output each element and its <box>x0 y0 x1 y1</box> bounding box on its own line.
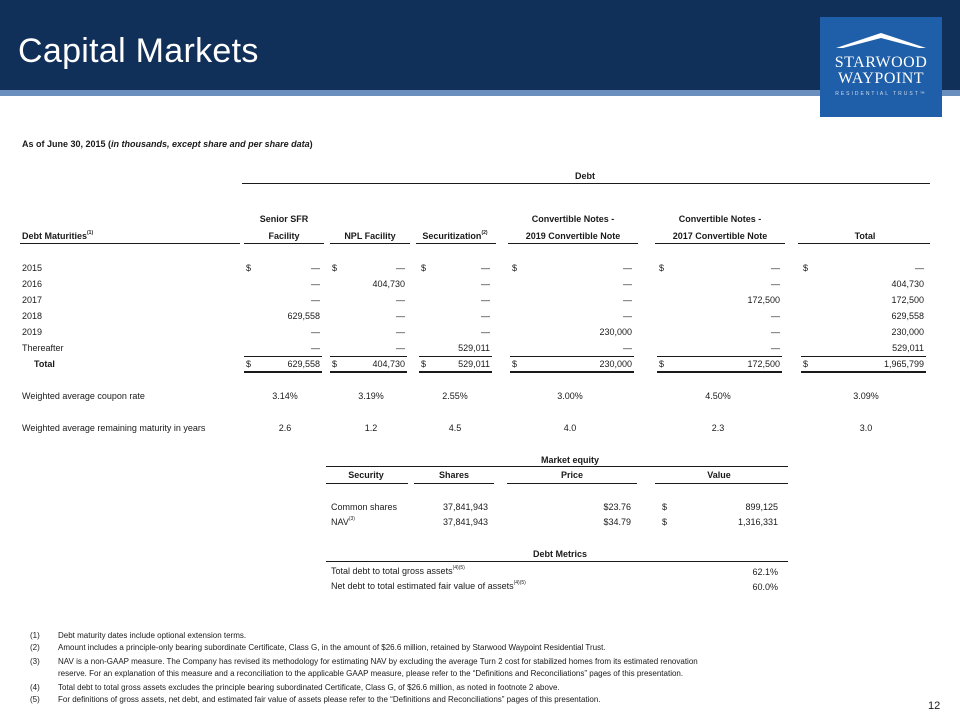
debt-metric-row-label: Weighted average remaining maturity in years <box>22 423 206 433</box>
currency-symbol: $ <box>512 263 518 273</box>
debt-cell: — <box>481 327 490 337</box>
col-2017-note-line2: 2017 Convertible Note <box>672 231 768 241</box>
currency-symbol: $ <box>803 359 809 369</box>
debt-cell: — <box>311 327 320 337</box>
debt-cell: — <box>311 279 320 289</box>
col-2019-note-line2: 2019 Convertible Note <box>525 231 621 241</box>
debt-cell: — <box>771 327 780 337</box>
metric-value: 62.1% <box>752 567 778 577</box>
me-row-price: $34.79 <box>603 517 631 527</box>
debt-cell: — <box>396 263 405 273</box>
debt-cell: — <box>915 263 924 273</box>
total-top-rule <box>330 356 407 357</box>
debt-total-label: Total <box>34 359 55 369</box>
total-bottom-rule <box>657 371 782 373</box>
header-rule <box>330 243 410 244</box>
me-row-shares: 37,841,943 <box>442 502 488 512</box>
currency-symbol: $ <box>332 263 338 273</box>
debt-cell: 172,500 <box>747 295 780 305</box>
metric-label: Net debt to total estimated fair value of assets$^{(4)(5)}$ <box>331 580 526 591</box>
header-stripe <box>0 90 960 96</box>
currency-symbol: $ <box>659 263 665 273</box>
metric-value: 60.0% <box>752 582 778 592</box>
col-securitization: Securitization$^{(2)}$ <box>422 230 488 241</box>
market-equity-title: Market equity <box>540 455 600 465</box>
debt-cell: — <box>623 311 632 321</box>
col-senior-sfr-line2: Facility <box>268 231 300 241</box>
me-row-currency: $ <box>662 517 668 527</box>
debt-metric-cell: 2.55% <box>442 391 468 401</box>
debt-row-label: 2017 <box>22 295 43 305</box>
debt-metric-cell: 2.3 <box>711 423 725 433</box>
header-rule <box>20 243 240 244</box>
currency-symbol: $ <box>659 359 665 369</box>
footnote-continuation: reserve. For an explanation of this measure and a reconciliation to the applicable GAAP measure, please refer to the “Definitions and Reconciliations” pages of this presentation. <box>58 669 684 678</box>
col-2019-note-line1: Convertible Notes - <box>531 214 615 224</box>
debt-metric-cell: 3.19% <box>358 391 384 401</box>
debt-total-cell: 1,965,799 <box>883 359 924 369</box>
page-number: 12 <box>928 700 941 712</box>
debt-metric-cell: 1.2 <box>364 423 378 433</box>
me-row-value: 1,316,331 <box>737 517 778 527</box>
debt-cell: — <box>623 295 632 305</box>
debt-cell: — <box>311 343 320 353</box>
currency-symbol: $ <box>421 359 427 369</box>
debt-total-cell: 404,730 <box>372 359 405 369</box>
me-row-shares: 37,841,943 <box>442 517 488 527</box>
debt-metrics-title: Debt Metrics <box>532 549 587 559</box>
debt-cell: 629,558 <box>891 311 924 321</box>
footnote: (5) For definitions of gross assets, net debt, and estimated fair value of assets please refer to the “Definitions and Reconciliations” pages of this presentation. <box>30 695 601 704</box>
col-total: Total <box>854 231 876 241</box>
currency-symbol: $ <box>512 359 518 369</box>
header-rule <box>244 243 324 244</box>
header-rule <box>655 243 785 244</box>
debt-metric-cell: 3.14% <box>272 391 298 401</box>
currency-symbol: $ <box>332 359 338 369</box>
footnote: (4) Total debt to total gross assets excludes the principle bearing subordinated Certificate, Class G, of $26.6 million, as noted in footnote 2 above. <box>30 683 560 692</box>
me-row-value: 899,125 <box>745 502 778 512</box>
debt-group-rule <box>242 183 930 184</box>
debt-cell: — <box>311 295 320 305</box>
total-top-rule <box>657 356 782 357</box>
roof-icon <box>834 30 928 52</box>
header-rule <box>416 243 496 244</box>
total-bottom-rule <box>801 371 926 373</box>
debt-cell: — <box>481 311 490 321</box>
debt-cell: — <box>623 279 632 289</box>
debt-total-cell: 629,558 <box>287 359 320 369</box>
debt-cell: 404,730 <box>372 279 405 289</box>
debt-row-label: 2018 <box>22 311 43 321</box>
debt-metric-cell: 4.5 <box>448 423 462 433</box>
debt-cell: — <box>396 295 405 305</box>
col-2017-note-line1: Convertible Notes - <box>678 214 762 224</box>
debt-metric-cell: 2.6 <box>278 423 292 433</box>
debt-row-label: Thereafter <box>22 343 64 353</box>
me-header-value: Value <box>707 470 731 480</box>
debt-cell: — <box>481 279 490 289</box>
me-row-price: $23.76 <box>603 502 631 512</box>
logo-line-3: RESIDENTIAL TRUST™ <box>835 91 927 97</box>
me-header-rule <box>414 483 494 484</box>
company-logo <box>820 17 942 117</box>
debt-row-label: 2016 <box>22 279 43 289</box>
footnote: (1) Debt maturity dates include optional extension terms. <box>30 631 247 640</box>
me-header-rule <box>326 483 408 484</box>
metric-label: Total debt to total gross assets$^{(4)(5)}$ <box>331 565 465 576</box>
market-equity-rule <box>326 466 788 467</box>
debt-cell: 230,000 <box>599 327 632 337</box>
debt-cell: — <box>623 343 632 353</box>
me-row-security: Common shares <box>331 502 398 512</box>
col-senior-sfr-line1: Senior SFR <box>259 214 309 224</box>
debt-cell: — <box>311 263 320 273</box>
me-row-security: NAV$^{(3)}$ <box>331 516 355 527</box>
debt-row-label: 2019 <box>22 327 43 337</box>
debt-total-cell: 529,011 <box>458 359 490 369</box>
currency-symbol: $ <box>246 359 252 369</box>
col-npl-facility: NPL Facility <box>344 231 396 241</box>
debt-metric-cell: 4.50% <box>705 391 731 401</box>
debt-maturities-header: Debt Maturities$^{(1)}$ <box>22 230 94 241</box>
total-top-rule <box>801 356 926 357</box>
me-header-rule <box>507 483 637 484</box>
debt-cell: — <box>771 311 780 321</box>
total-top-rule <box>419 356 492 357</box>
debt-cell: 529,011 <box>458 343 490 353</box>
debt-cell: — <box>623 263 632 273</box>
logo-line-2: WAYPOINT <box>837 70 925 87</box>
debt-cell: — <box>771 343 780 353</box>
debt-cell: — <box>396 311 405 321</box>
me-header-shares: Shares <box>438 470 470 480</box>
currency-symbol: $ <box>803 263 809 273</box>
total-bottom-rule <box>244 371 322 373</box>
me-header-rule <box>655 483 788 484</box>
logo-line-1: STARWOOD <box>834 54 928 71</box>
total-top-rule <box>244 356 322 357</box>
total-top-rule <box>510 356 634 357</box>
debt-cell: — <box>481 263 490 273</box>
debt-total-cell: 230,000 <box>599 359 632 369</box>
debt-metric-cell: 3.0 <box>859 423 873 433</box>
currency-symbol: $ <box>421 263 427 273</box>
me-header-price: Price <box>560 470 584 480</box>
currency-symbol: $ <box>246 263 252 273</box>
me-header-security: Security <box>348 470 384 480</box>
debt-cell: 629,558 <box>287 311 320 321</box>
total-bottom-rule <box>419 371 492 373</box>
as-of-note: As of June 30, 2015 (in thousands, except share and per share data) <box>22 139 313 149</box>
debt-cell: 172,500 <box>891 295 924 305</box>
debt-cell: — <box>771 263 780 273</box>
debt-metric-cell: 4.0 <box>563 423 577 433</box>
debt-group-title: Debt <box>575 171 595 181</box>
footnote: (3) NAV is a non-GAAP measure. The Company has revised its methodology for estimating NAV by excluding the average Turn 2 cost for stabilized homes from its estimated renovation <box>30 657 698 666</box>
debt-cell: — <box>396 327 405 337</box>
header-rule <box>798 243 930 244</box>
page-title: Capital Markets <box>18 32 259 70</box>
debt-cell: 529,011 <box>892 343 924 353</box>
debt-metric-cell: 3.09% <box>853 391 879 401</box>
total-bottom-rule <box>330 371 407 373</box>
debt-metrics-rule <box>326 561 788 562</box>
debt-metric-cell: 3.00% <box>557 391 583 401</box>
debt-cell: — <box>396 343 405 353</box>
debt-total-cell: 172,500 <box>747 359 780 369</box>
me-row-currency: $ <box>662 502 668 512</box>
debt-cell: — <box>771 279 780 289</box>
debt-row-label: 2015 <box>22 263 43 273</box>
footnote: (2) Amount includes a principle-only bearing subordinate Certificate, Class G, in the amount of $26.6 million, retained by Starwood Waypoint Residential Trust. <box>30 643 606 652</box>
debt-cell: 404,730 <box>891 279 924 289</box>
debt-cell: 230,000 <box>891 327 924 337</box>
debt-cell: — <box>481 295 490 305</box>
header-rule <box>508 243 638 244</box>
total-bottom-rule <box>510 371 634 373</box>
debt-metric-row-label: Weighted average coupon rate <box>22 391 145 401</box>
